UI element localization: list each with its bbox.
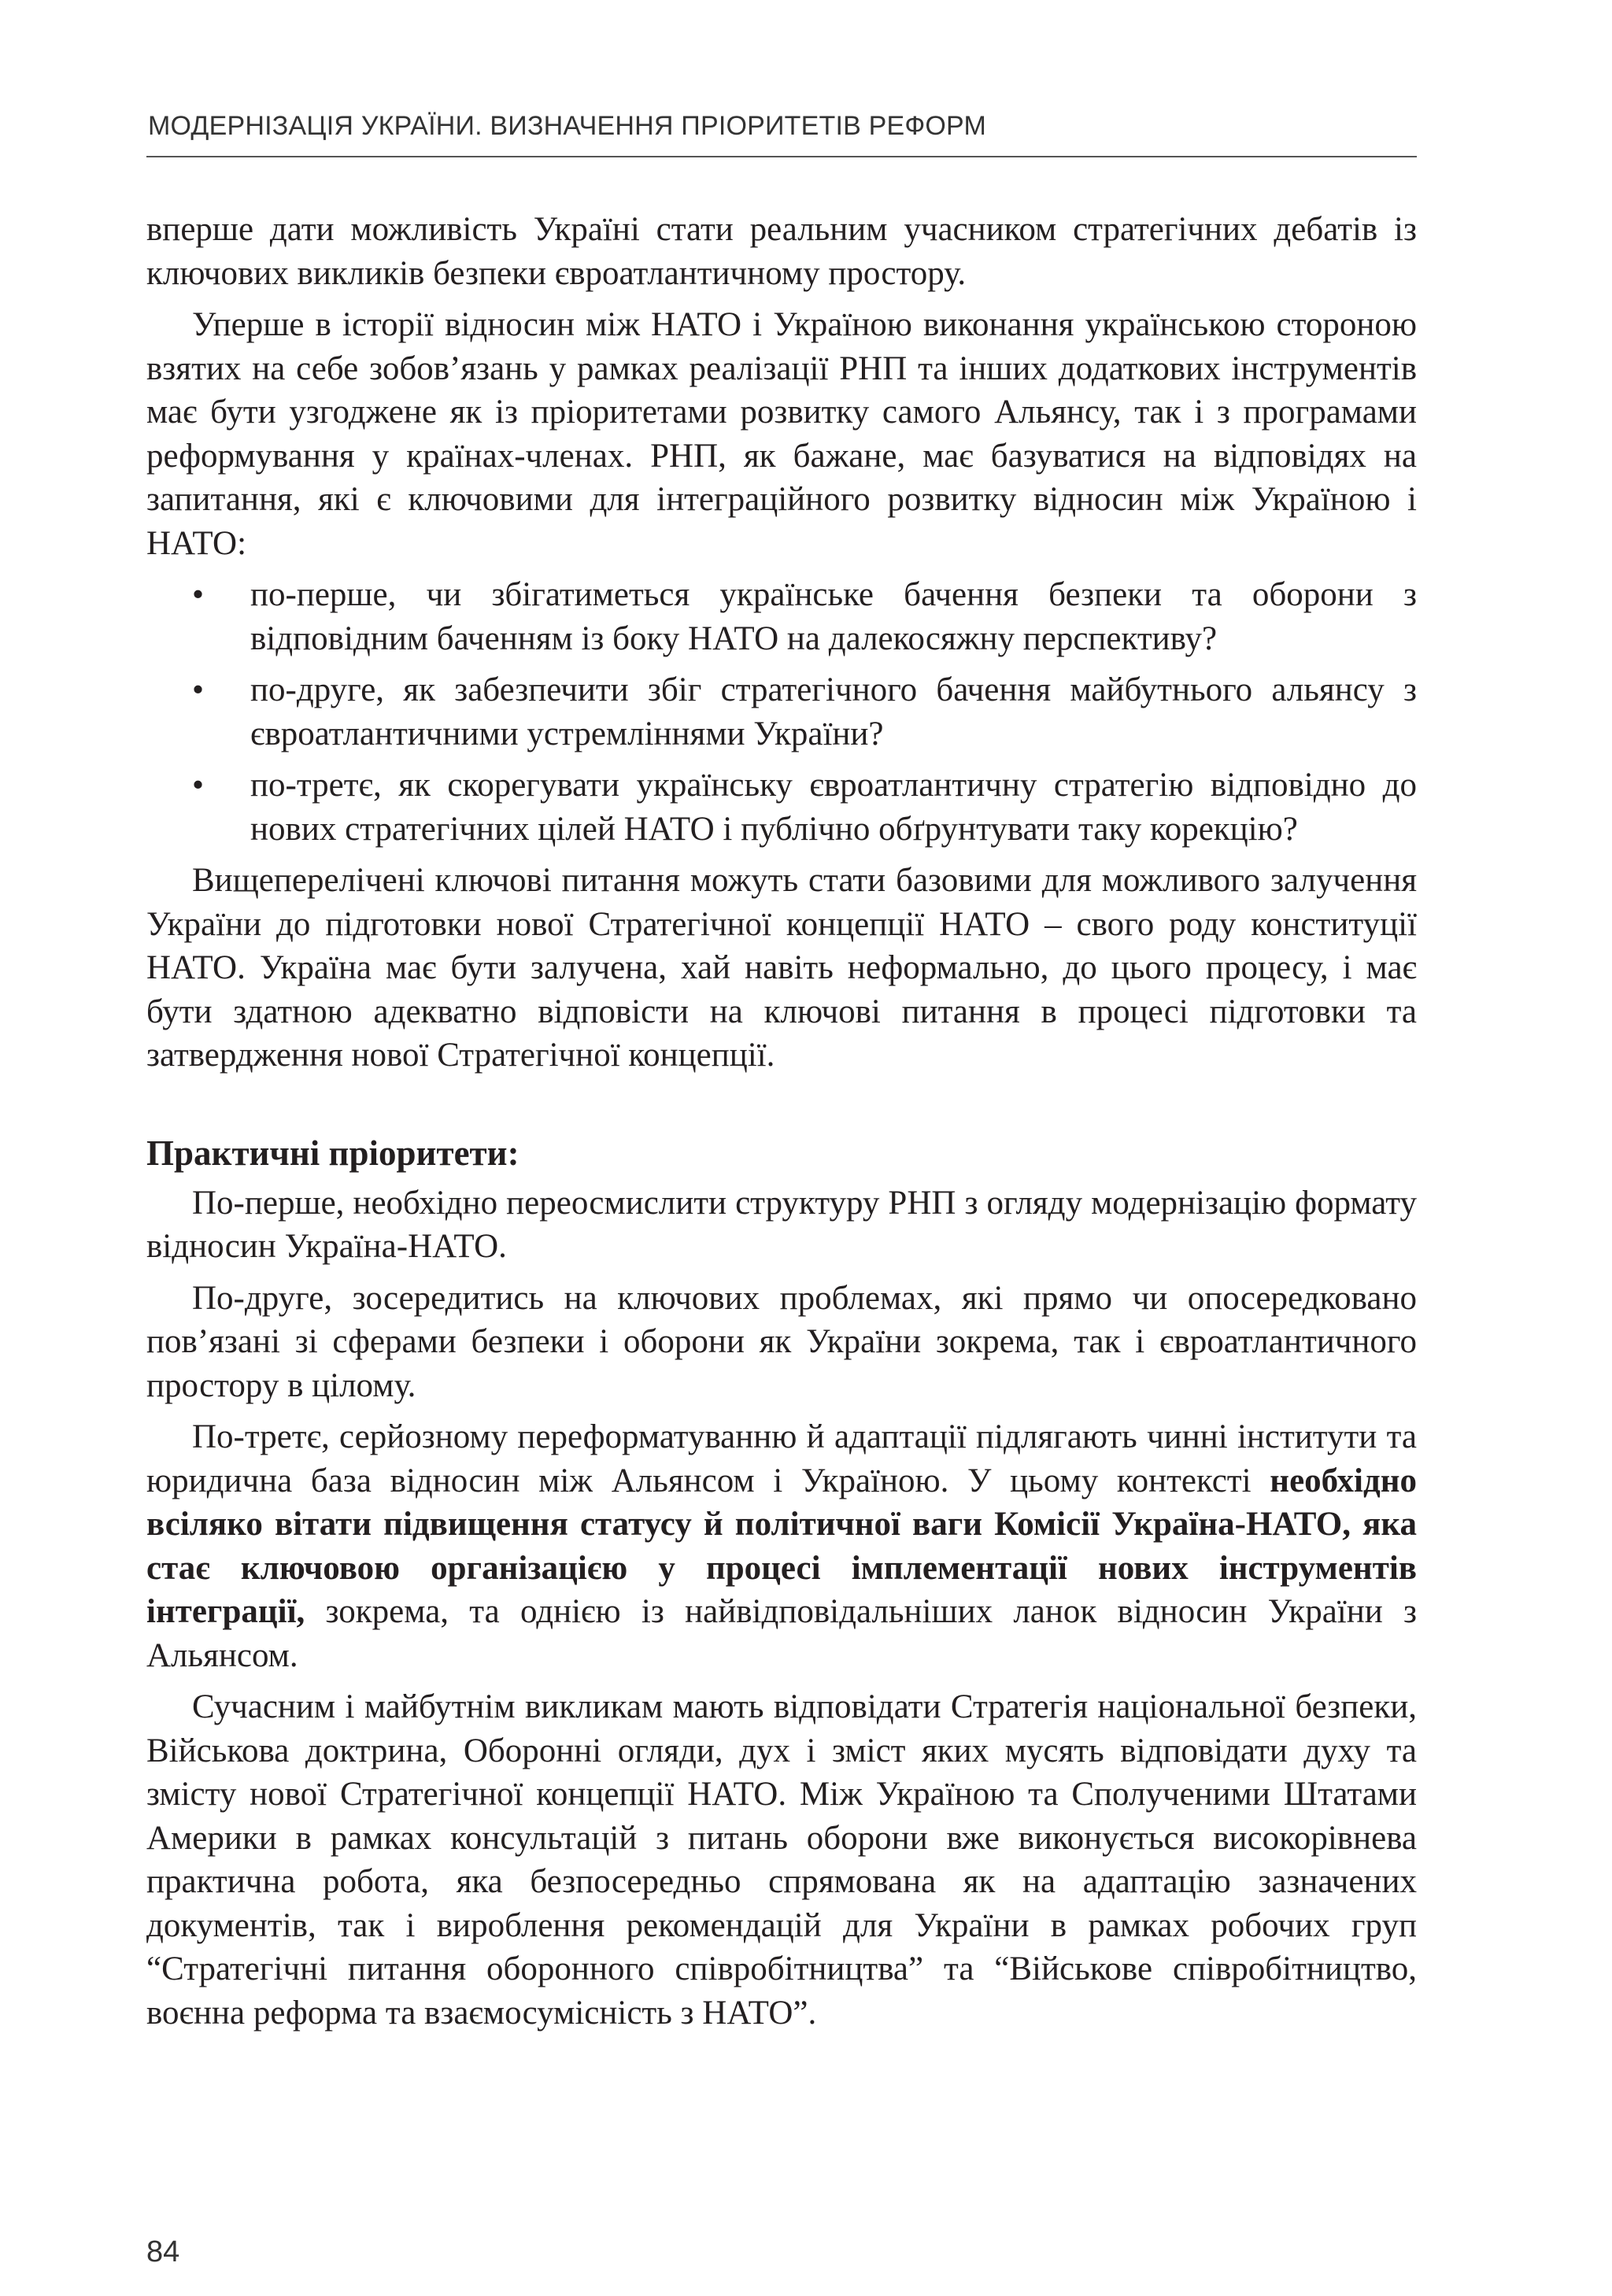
question-list: [146, 573, 1417, 851]
bullet-icon: •: [192, 576, 205, 613]
paragraph-thirdly-bold: необхідно всіляко вітати підвищення статусу й політичної ваги Комісії Україна-НАТО, яка стає ключовою організацією у процесі імплементації нових інструментів інтеграції,: [146, 1462, 1417, 1630]
bullet-icon: •: [192, 767, 205, 804]
section-heading: Практичні пріоритети:: [146, 1133, 519, 1173]
paragraph-thirdly-end: зокрема, та однією із найвідповідальніших ланок відносин України з Альянсом.: [146, 1593, 1417, 1674]
list-item: [146, 573, 1417, 660]
list-item-text: по-друге, як забезпечити збіг стратегічного бачення майбутнього альянсу з євроатлантичними устремліннями України?: [250, 671, 1417, 752]
paragraph-secondly: По-друге, зосередитись на ключових проблемах, які прямо чи опосередковано пов’язані зі сферами безпеки і оборони як України зокрема, так і євроатлантичного простору в цілому.: [146, 1279, 1417, 1404]
page-body: [146, 208, 1417, 2043]
bullet-icon: •: [192, 671, 205, 708]
paragraph-thirdly-start: По-третє, серйозному переформатуванню й адаптації підлягають чинні інститути та юридична база відносин між Альянсом і Україною. У цьому контексті: [146, 1418, 1417, 1499]
running-header: МОДЕРНІЗАЦІЯ УКРАЇНИ. ВИЗНАЧЕННЯ ПРІОРИТЕТІВ РЕФОРМ: [148, 111, 987, 141]
list-item-text: по-перше, чи збігатиметься українське бачення безпеки та оборони з відповідним баченням із боку НАТО на далекосяжну перспективу?: [250, 576, 1417, 657]
paragraph-modern-challenges: Сучасним і майбутнім викликам мають відповідати Стратегія національної безпеки, Військова доктрина, Оборонні огляди, дух і зміст яких мусять відповідати духу та змісту нової Стратегічної концепції НАТО. Між Україною та Сполученими Штатами Америки в рамках консультацій з питань оборони вже виконується високорівнева практична робота, яка безпосередньо спрямована як на адаптацію зазначених документів, так і вироблення рекомендацій для України в рамках робочих груп “Стратегічні питання оборонного співробітництва” та “Військове співробітництво, воєнна реформа та взаємосумісність з НАТО”.: [146, 1688, 1417, 2032]
paragraph-firstly: По-перше, необхідно переосмислити структуру РНП з огляду модернізацію формату відносин Україна-НАТО.: [146, 1184, 1417, 1265]
header-rule: [146, 156, 1417, 157]
paragraph-above-listed: Вищеперелічені ключові питання можуть стати базовими для можливого залучення України до підготовки нової Стратегічної концепції НАТО – свого роду конституції НАТО. Україна має бути залучена, хай навіть неформально, до цього процесу, і має бути здатною адекватно відповісти на ключові питання в процесі підготовки та затвердження нової Стратегічної концепції.: [146, 862, 1417, 1074]
paragraph-thirdly: [146, 1415, 1417, 1677]
paragraph-first-time: Уперше в історії відносин між НАТО і Україною виконання українською стороною взятих на себе зобов’язань у рамках реалізації РНП та інших додаткових інструментів має бути узгоджене як із пріоритетами розвитку самого Альянсу, так і з програмами реформування у країнах-членах. РНП, як бажане, має базуватися на відповідях на запитання, які є ключовими для інтеграційного розвитку відносин між Україною і НАТО:: [146, 306, 1417, 562]
list-item: [146, 668, 1417, 756]
paragraph-continued: вперше дати можливість Україні стати реальним учасником стратегічних дебатів із ключових викликів безпеки євроатлантичному простору.: [146, 211, 1417, 292]
list-item-text: по-третє, як скорегувати українську євроатлантичну стратегію відповідно до нових стратегічних цілей НАТО і публічно обґрунтувати таку корекцію?: [250, 767, 1417, 848]
list-item: [146, 763, 1417, 851]
page-number: 84: [146, 2235, 180, 2268]
